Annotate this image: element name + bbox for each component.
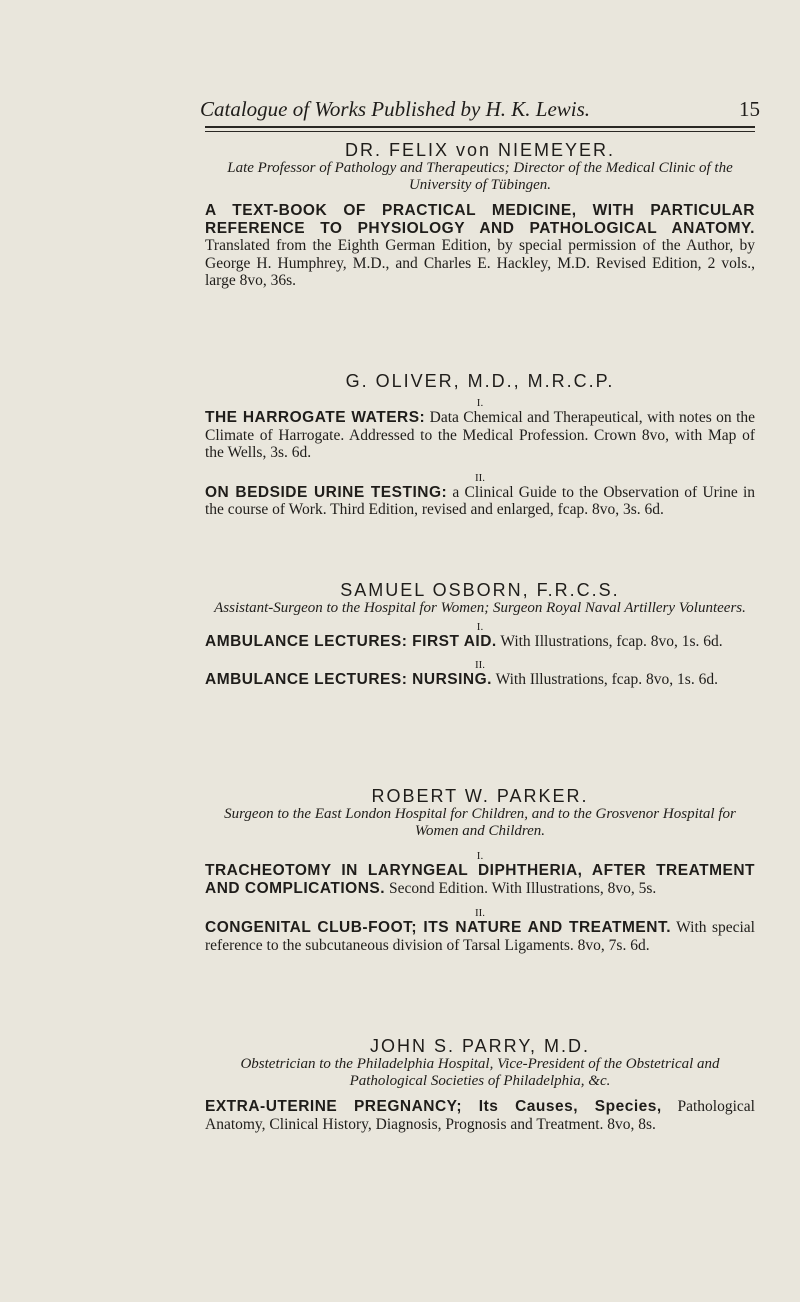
book-description: Second Edition. With Illustrations, 8vo, 5s.: [388, 879, 657, 897]
page-number: 15: [739, 97, 760, 121]
author-affiliation: Surgeon to the East London Hospital for Children, and to the Grosvenor Hospital for Women and Children.: [224, 806, 736, 839]
author-section-osborn: [205, 580, 755, 688]
book-entry: [205, 202, 755, 290]
book-entry: [205, 409, 755, 462]
book-description: With special reference to the subcutaneous division of Tarsal Ligaments. 8vo, 7s. 6d.: [205, 919, 755, 954]
book-title: TRACHEOTOMY IN LARYNGEAL DIPHTHERIA, AFTER TREATMENT AND COMPLICATIONS.: [205, 862, 755, 897]
book-description: With Illustrations, fcap. 8vo, 1s. 6d.: [495, 670, 718, 688]
book-description: Pathological Anatomy, Clinical History, Diagnosis, Prognosis and Treatment. 8vo, 8s.: [205, 1098, 755, 1133]
author-affiliation: Obstetrician to the Philadelphia Hospital, Vice-President of the Obstetrical and Pathological Societies of Philadelphia, &c.: [240, 1056, 720, 1089]
author-affiliation: Late Professor of Pathology and Therapeutics; Director of the Medical Clinic of the University of Tübingen.: [227, 160, 733, 193]
author-name: DR. FELIX von NIEMEYER.: [344, 140, 616, 160]
author-section-parker: [205, 786, 755, 954]
book-title: EXTRA-UTERINE PREGNANCY; Its Causes, Species,: [205, 1098, 662, 1115]
entry-numeral: I.: [476, 850, 484, 862]
book-title: AMBULANCE LECTURES: FIRST AID.: [205, 633, 497, 650]
book-description: Translated from the Eighth German Edition, by special permission of the Author, by George H. Humphrey, M.D., and Charles E. Hackley, M.D. Revised Edition, 2 vols., large 8vo, 36s.: [205, 237, 755, 289]
entry-numeral: I.: [476, 621, 484, 633]
author-section-niemeyer: [205, 140, 755, 290]
book-description: a Clinical Guide to the Observation of Urine in the course of Work. Third Edition, revised and enlarged, fcap. 8vo, 3s. 6d.: [205, 483, 756, 518]
author-affiliation: Assistant-Surgeon to the Hospital for Women; Surgeon Royal Naval Artillery Volunteers.: [214, 600, 746, 616]
book-entry: [205, 919, 755, 954]
author-section-oliver: [205, 371, 755, 519]
author-name: G. OLIVER, M.D., M.R.C.P.: [345, 371, 615, 391]
book-title: CONGENITAL CLUB-FOOT; ITS NATURE AND TREATMENT.: [205, 919, 672, 936]
book-entry: [205, 862, 755, 897]
author-section-parry: [205, 1036, 755, 1133]
book-entry: [205, 484, 755, 519]
running-header: [200, 97, 760, 129]
running-title: Catalogue of Works Published by H. K. Lewis.: [200, 97, 591, 121]
book-title: A TEXT-BOOK OF PRACTICAL MEDICINE, WITH PARTICULAR REFERENCE TO PHYSIOLOGY AND PATHOLOGICAL ANATOMY.: [205, 202, 755, 237]
book-title: AMBULANCE LECTURES: NURSING.: [205, 670, 492, 688]
header-rule-thick: [205, 126, 755, 128]
book-title: THE HARROGATE WATERS:: [205, 409, 426, 426]
entry-numeral: II.: [474, 471, 486, 484]
book-entry: [205, 1098, 755, 1133]
entry-numeral: II.: [474, 658, 486, 671]
entry-numeral: II.: [474, 907, 486, 919]
book-entry: [205, 633, 755, 651]
entry-numeral: I.: [476, 397, 484, 409]
book-entry: [205, 671, 755, 689]
author-name: JOHN S. PARRY, M.D.: [369, 1036, 591, 1056]
author-name: SAMUEL OSBORN, F.R.C.S.: [340, 580, 620, 600]
book-description: With Illustrations, fcap. 8vo, 1s. 6d.: [500, 633, 723, 650]
author-name: ROBERT W. PARKER.: [371, 786, 589, 806]
header-rule-thin: [205, 131, 755, 132]
book-description: Data Chemical and Therapeutical, with notes on the Climate of Harrogate. Addressed to the Medical Profession. Crown 8vo, with Map of the Wells, 3s. 6d.: [205, 409, 756, 461]
book-title: ON BEDSIDE URINE TESTING:: [205, 483, 448, 501]
